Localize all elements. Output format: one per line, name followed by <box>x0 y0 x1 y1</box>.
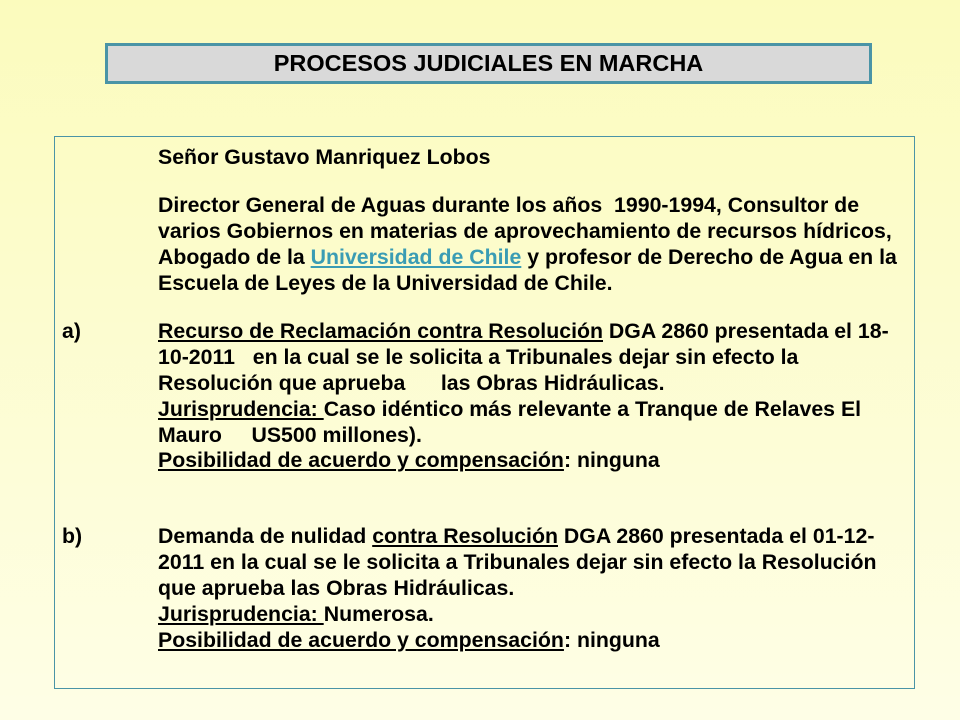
bio-text: Abogado de la <box>158 244 311 269</box>
jurisprudence-line <box>158 602 877 628</box>
case-text: DGA 2860 presentada el 18- <box>603 319 889 343</box>
agreement-line <box>158 448 889 474</box>
jurisprudence-line <box>158 397 889 423</box>
case-line: Resolución que aprueba las Obras Hidráulicas. <box>158 370 665 395</box>
agreement-text: : ninguna <box>563 627 660 652</box>
bio-line: varios Gobiernos en materias de aprovechamiento de recursos hídricos, <box>158 218 892 243</box>
case-line: 2011 en la cual se le solicita a Tribunales dejar sin efecto la Resolución <box>158 549 877 574</box>
case-line: que aprueba las Obras Hidráulicas. <box>158 575 515 600</box>
case-line <box>158 319 889 345</box>
jurisprudence-text: Caso idéntico más relevante a Tranque de Relaves El <box>323 396 862 421</box>
case-line <box>158 524 877 550</box>
case-title-underlined: Recurso de Reclamación contra Resolución <box>158 319 603 343</box>
agreement-text: : ninguna <box>563 448 660 473</box>
jurisprudence-label: Jurisprudencia: <box>158 396 324 421</box>
profile-bio <box>158 193 897 297</box>
slide-title: PROCESOS JUDICIALES EN MARCHA <box>273 49 704 76</box>
jurisprudence-label: Jurisprudencia: <box>158 601 324 626</box>
agreement-line <box>158 628 877 654</box>
case-text: DGA 2860 presentada el 01-12- <box>557 524 875 548</box>
jurisprudence-line: Mauro US500 millones). <box>158 422 422 447</box>
profile-name-block <box>158 145 491 171</box>
bio-text: y profesor de Derecho de Agua en la <box>521 244 897 269</box>
case-b <box>62 524 877 653</box>
agreement-label: Posibilidad de acuerdo y compensación <box>158 627 564 652</box>
case-a <box>62 319 889 474</box>
agreement-label: Posibilidad de acuerdo y compensación <box>158 448 564 473</box>
case-title-underlined: contra Resolución <box>372 524 558 548</box>
bio-line: Director General de Aguas durante los años 1990-1994, Consultor de <box>158 193 860 217</box>
title-box <box>105 43 872 84</box>
jurisprudence-text: Numerosa. <box>323 601 434 626</box>
universidad-de-chile-link[interactable]: Universidad de Chile <box>310 244 522 269</box>
case-label: a) <box>62 319 81 343</box>
profile-name: Señor Gustavo Manriquez Lobos <box>158 145 491 169</box>
bio-line: Escuela de Leyes de la Universidad de Chile. <box>158 270 613 295</box>
case-line: 10-2011 en la cual se le solicita a Tribunales dejar sin efecto la <box>158 344 799 369</box>
bio-line <box>158 245 897 271</box>
case-label: b) <box>62 524 83 548</box>
case-text: Demanda de nulidad <box>158 524 373 548</box>
